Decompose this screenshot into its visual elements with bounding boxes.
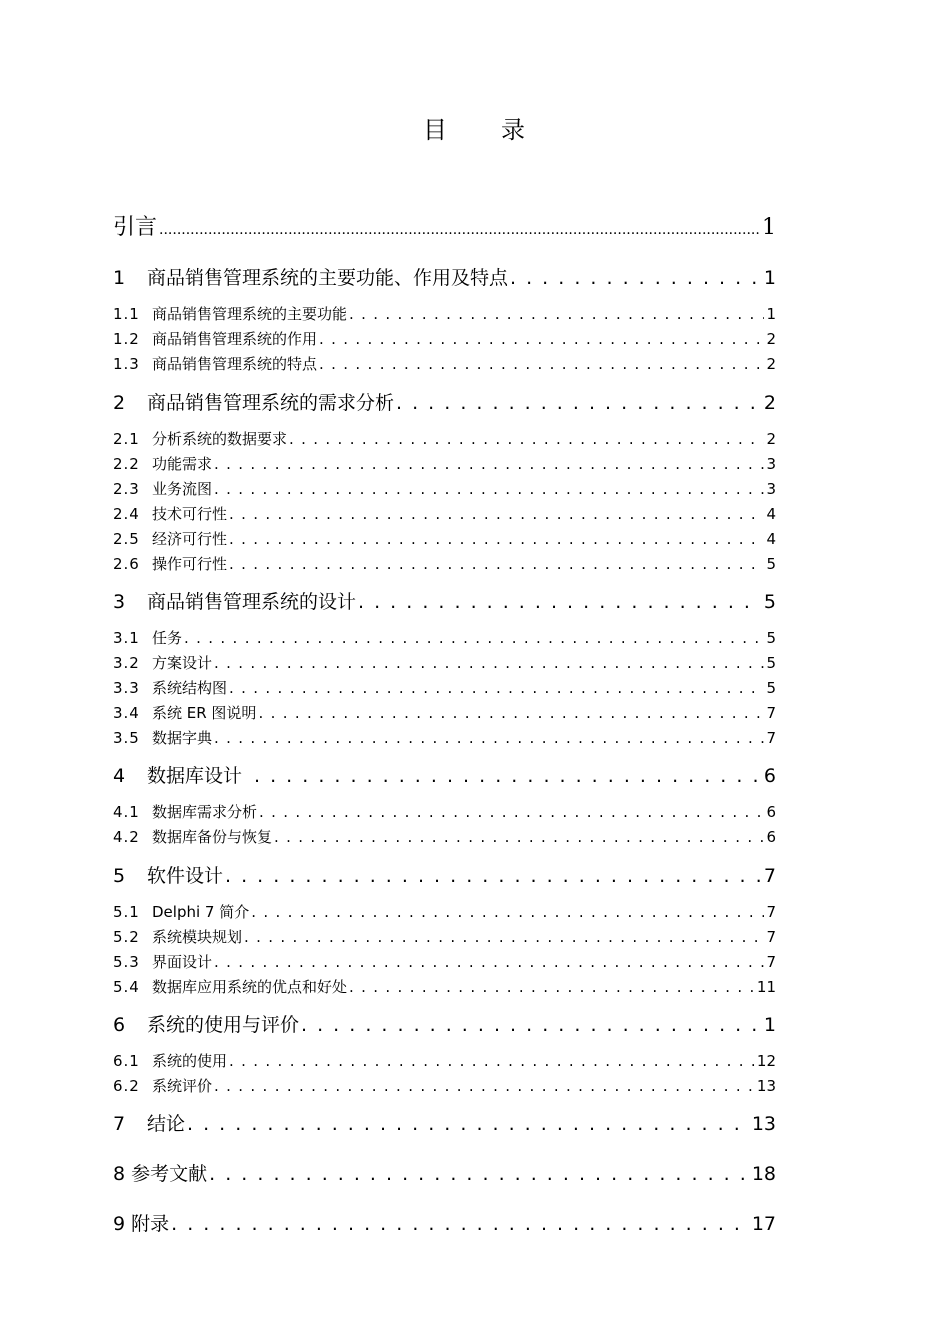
toc-page-number: 7 (766, 928, 776, 946)
toc-entry-chapter-7[interactable] (113, 1109, 776, 1136)
dot-leader (159, 215, 760, 240)
toc-page-number: 5 (766, 679, 776, 697)
dot-leader (214, 455, 764, 473)
toc-page-number: 5 (766, 629, 776, 647)
toc-page-number: 6 (763, 765, 776, 787)
toc-page-number: 1 (766, 305, 776, 323)
toc-number: 3.1 (113, 629, 140, 647)
toc-label: 系统结构图 (152, 679, 228, 697)
toc-number: 4 (113, 765, 126, 787)
toc-entry-appendix[interactable] (113, 1209, 776, 1236)
toc-page-number: 12 (756, 1052, 776, 1070)
toc-page-number: 6 (766, 803, 776, 821)
dot-leader (214, 729, 764, 747)
toc-label: 系统模块规划 (152, 928, 243, 946)
toc-label: 分析系统的数据要求 (152, 430, 288, 448)
toc-label: Delphi 7 简介 (152, 903, 250, 921)
toc-page-number: 7 (763, 865, 776, 887)
title-char-1: 目 (423, 116, 449, 144)
toc-number: 1 (113, 267, 126, 289)
toc-label: 软件设计 (147, 865, 224, 887)
toc-number: 6 (113, 1014, 126, 1036)
toc-entry-section-2-3[interactable] (113, 478, 776, 499)
toc-number: 1.2 (113, 330, 140, 348)
toc-entry-preface[interactable] (113, 210, 776, 241)
dot-leader (301, 1014, 762, 1036)
toc-label: 商品销售管理系统的需求分析 (147, 392, 395, 414)
toc-label: 系统的使用 (152, 1052, 228, 1070)
toc-page-number: 7 (766, 953, 776, 971)
dot-leader (214, 480, 764, 498)
toc-page-number: 4 (766, 505, 776, 523)
dot-leader (171, 1213, 750, 1235)
toc-page-number: 7 (766, 729, 776, 747)
toc-number: 3.2 (113, 654, 140, 672)
toc-number: 2.3 (113, 480, 140, 498)
toc-label: 系统 ER 图说明 (152, 704, 257, 722)
toc-number: 3.4 (113, 704, 140, 722)
toc-entry-section-3-4[interactable] (113, 702, 776, 723)
toc-entry-section-5-2[interactable] (113, 926, 776, 947)
toc-entry-section-2-1[interactable] (113, 428, 776, 449)
toc-number: 1.3 (113, 355, 140, 373)
toc-entry-chapter-5[interactable] (113, 861, 776, 888)
toc-page-number: 1 (763, 267, 776, 289)
toc-label: 业务流图 (152, 480, 213, 498)
toc-page-number: 18 (751, 1163, 776, 1185)
toc-page-number: 17 (751, 1213, 776, 1235)
dot-leader (214, 953, 764, 971)
dot-leader (349, 305, 764, 323)
toc-label: 系统的使用与评价 (147, 1014, 300, 1036)
page-title (0, 110, 950, 145)
toc-number: 5.2 (113, 928, 140, 946)
toc-label: 数据库备份与恢复 (152, 828, 273, 846)
toc-page-number: 3 (766, 455, 776, 473)
toc-label: 引言 (113, 215, 158, 240)
toc-page-number: 7 (766, 903, 776, 921)
toc-number: 2.1 (113, 430, 140, 448)
dot-leader (396, 392, 762, 414)
toc-page-number: 5 (766, 555, 776, 573)
toc-number: 1.1 (113, 305, 140, 323)
dot-leader (244, 928, 764, 946)
dot-leader (214, 654, 764, 672)
toc-number: 2.5 (113, 530, 140, 548)
toc-label: 结论 (147, 1113, 186, 1135)
toc-label: 数据库需求分析 (152, 803, 258, 821)
toc-page-number: 3 (766, 480, 776, 498)
dot-leader (274, 828, 764, 846)
toc-label: 系统评价 (152, 1077, 213, 1095)
toc-label: 方案设计 (152, 654, 213, 672)
toc-entry-section-1-2[interactable] (113, 328, 776, 349)
toc-number: 2.6 (113, 555, 140, 573)
toc-entry-section-2-6[interactable] (113, 553, 776, 574)
toc-number: 5.1 (113, 903, 140, 921)
toc-page-number: 2 (766, 330, 776, 348)
toc-number: 5.4 (113, 978, 140, 996)
toc-label: 操作可行性 (152, 555, 228, 573)
toc-entry-section-2-4[interactable] (113, 503, 776, 524)
toc-label: 8 参考文献 (113, 1163, 208, 1185)
toc-entry-section-4-2[interactable] (113, 826, 776, 847)
toc-number: 3.3 (113, 679, 140, 697)
dot-leader (229, 530, 764, 548)
toc-label: 商品销售管理系统的设计 (147, 591, 357, 613)
dot-leader (319, 330, 764, 348)
toc-entry-section-1-1[interactable] (113, 303, 776, 324)
toc-label: 功能需求 (152, 455, 213, 473)
toc-page-number: 5 (766, 654, 776, 672)
dot-leader (229, 679, 764, 697)
toc-number: 4.2 (113, 828, 140, 846)
toc-number: 7 (113, 1113, 126, 1135)
toc-entry-chapter-1[interactable] (113, 263, 776, 290)
toc-entry-chapter-4[interactable] (113, 761, 776, 788)
toc-number: 3.5 (113, 729, 140, 747)
toc-label: 商品销售管理系统的特点 (152, 355, 318, 373)
toc-number: 2.2 (113, 455, 140, 473)
title-char-2: 录 (501, 116, 527, 144)
toc-label: 商品销售管理系统的作用 (152, 330, 318, 348)
toc-label: 商品销售管理系统的主要功能、作用及特点 (147, 267, 509, 289)
toc-label: 任务 (152, 629, 183, 647)
dot-leader (349, 978, 755, 996)
toc-page-number: 2 (766, 430, 776, 448)
toc-page-number: 7 (766, 704, 776, 722)
dot-leader (187, 1113, 750, 1135)
toc-entry-section-2-2[interactable] (113, 453, 776, 474)
dot-leader (214, 1077, 755, 1095)
toc-number: 5.3 (113, 953, 140, 971)
toc-entry-section-3-3[interactable] (113, 677, 776, 698)
dot-leader (254, 765, 762, 787)
toc-page-number: 5 (763, 591, 776, 613)
toc-label: 数据库设计 (147, 765, 243, 787)
toc-entry-section-3-1[interactable] (113, 627, 776, 648)
toc-label: 技术可行性 (152, 505, 228, 523)
toc-number: 2 (113, 392, 126, 414)
dot-leader (229, 555, 764, 573)
toc-entry-section-1-3[interactable] (113, 353, 776, 374)
dot-leader (225, 865, 762, 887)
toc-number: 6.2 (113, 1077, 140, 1095)
dot-leader (510, 267, 762, 289)
dot-leader (289, 430, 764, 448)
toc-entry-section-5-1[interactable] (113, 901, 776, 922)
toc-label: 数据库应用系统的优点和好处 (152, 978, 348, 996)
toc-entry-references[interactable] (113, 1159, 776, 1186)
toc-page-number: 11 (756, 978, 776, 996)
toc-page-number: 1 (762, 215, 776, 240)
toc-entry-section-6-1[interactable] (113, 1050, 776, 1071)
toc-number: 3 (113, 591, 126, 613)
toc-page-number: 2 (763, 392, 776, 414)
toc-page-number: 13 (751, 1113, 776, 1135)
dot-leader (319, 355, 764, 373)
toc-number: 6.1 (113, 1052, 140, 1070)
dot-leader (184, 629, 764, 647)
dot-leader (358, 591, 762, 613)
toc-label: 数据字典 (152, 729, 213, 747)
toc-page-number: 1 (763, 1014, 776, 1036)
toc-page-number: 2 (766, 355, 776, 373)
dot-leader (258, 704, 764, 722)
toc-entry-chapter-6[interactable] (113, 1010, 776, 1037)
toc-label: 9 附录 (113, 1213, 170, 1235)
toc-entry-section-5-4[interactable] (113, 976, 776, 997)
toc-entry-section-3-5[interactable] (113, 727, 776, 748)
toc-entry-chapter-3[interactable] (113, 587, 776, 614)
dot-leader (251, 903, 764, 921)
toc-label: 界面设计 (152, 953, 213, 971)
toc-number: 4.1 (113, 803, 140, 821)
toc-number: 2.4 (113, 505, 140, 523)
dot-leader (229, 505, 764, 523)
dot-leader (259, 803, 764, 821)
toc-label: 经济可行性 (152, 530, 228, 548)
toc-entry-section-3-2[interactable] (113, 652, 776, 673)
toc-page-number: 6 (766, 828, 776, 846)
toc-page-number: 13 (756, 1077, 776, 1095)
toc-label: 商品销售管理系统的主要功能 (152, 305, 348, 323)
toc-number: 5 (113, 865, 126, 887)
toc-entry-section-5-3[interactable] (113, 951, 776, 972)
toc-page-number: 4 (766, 530, 776, 548)
toc-entry-section-2-5[interactable] (113, 528, 776, 549)
toc-entry-chapter-2[interactable] (113, 388, 776, 415)
toc-entry-section-4-1[interactable] (113, 801, 776, 822)
toc-entry-section-6-2[interactable] (113, 1075, 776, 1096)
dot-leader (229, 1052, 755, 1070)
dot-leader (209, 1163, 750, 1185)
